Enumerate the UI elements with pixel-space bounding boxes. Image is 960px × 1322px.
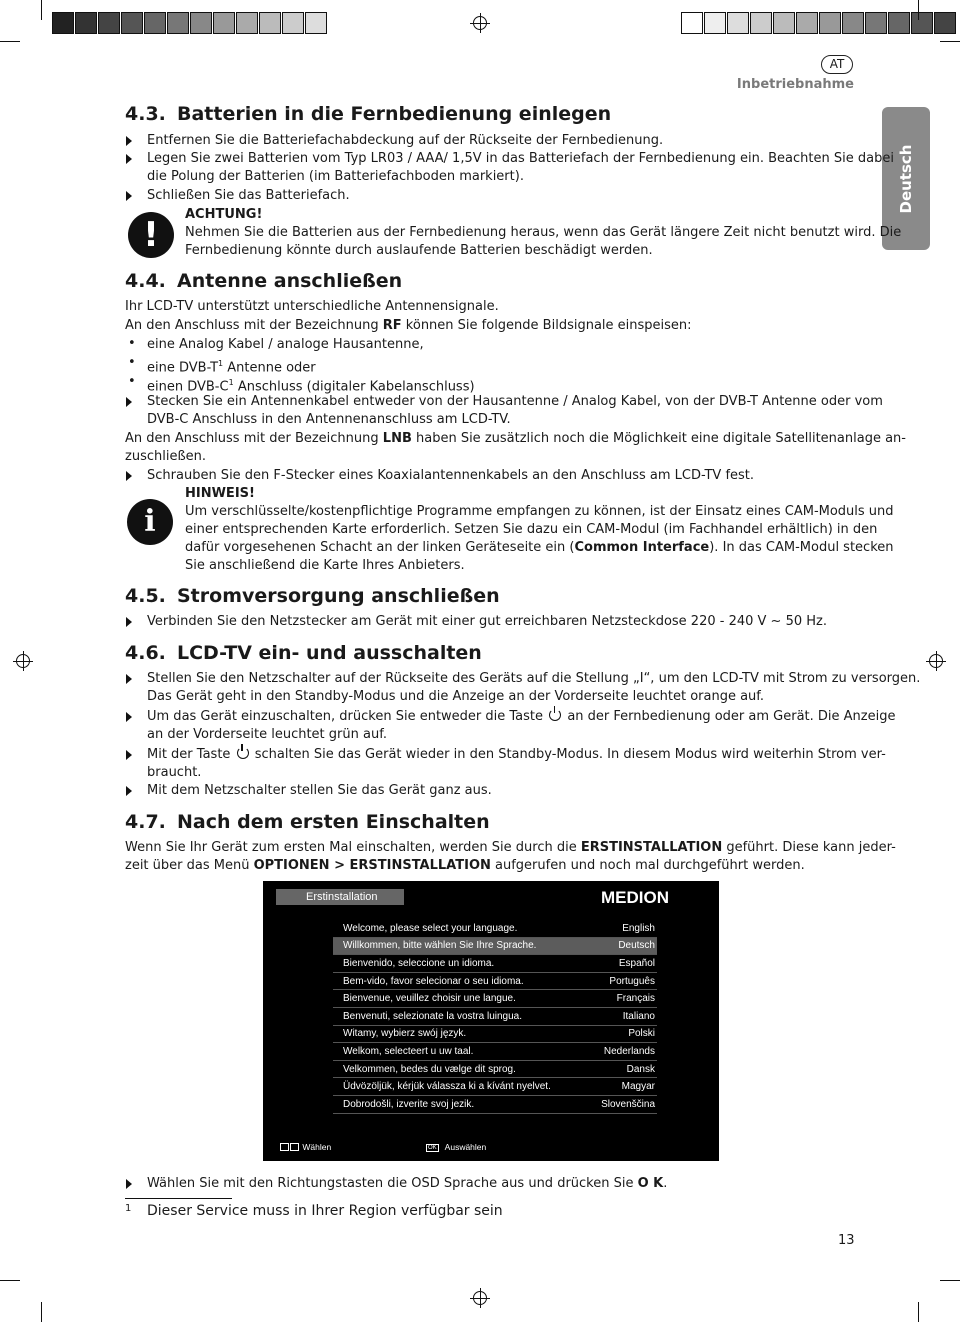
color-bar-left-swatch bbox=[167, 12, 189, 34]
color-bar-right-swatch bbox=[934, 12, 956, 34]
bullet-arrow-icon bbox=[126, 750, 132, 760]
arrow-keys-icon bbox=[280, 1143, 289, 1151]
osd-row-language: Italiano bbox=[622, 1010, 655, 1022]
step-text: Schrauben Sie den F-Stecker eines Koaxialantennenkabels an den Anschluss am LCD-TV fest. bbox=[147, 468, 755, 483]
bullet-arrow-icon bbox=[126, 1179, 132, 1189]
color-bar-right-swatch bbox=[911, 12, 933, 34]
step-text: Mit dem Netzschalter stellen Sie das Gerät ganz aus. bbox=[147, 783, 492, 798]
ok-key-icon: OK bbox=[428, 1145, 437, 1151]
note-text: Um verschlüsselte/kostenpflichtige Programme empfangen zu können, ist der Einsatz eines CAM-Moduls und bbox=[185, 504, 894, 519]
warning-text: Fernbedienung könnte durch auslaufende Batterien beschädigt werden. bbox=[185, 243, 653, 258]
osd-language-row[interactable] bbox=[333, 990, 657, 1008]
registration-mark-right bbox=[929, 654, 943, 668]
step-text: Stecken Sie ein Antennenkabel entweder von der Hausantenne / Analog Kabel, von der DVB-T Antenne oder vom bbox=[147, 394, 883, 409]
step-text: Legen Sie zwei Batterien vom Typ LR03 / AAA/ 1,5V in das Batteriefach der Fernbedienung ein. Beachten Sie dabei bbox=[147, 151, 894, 166]
crop-mark bbox=[41, 1302, 42, 1322]
step-text: an der Vorderseite leuchtet grün auf. bbox=[147, 727, 387, 742]
country-badge: AT bbox=[821, 55, 853, 74]
paragraph: zuschließen. bbox=[125, 449, 207, 464]
color-bar-left-swatch bbox=[98, 12, 120, 34]
color-bar-right-swatch bbox=[750, 12, 772, 34]
crop-mark bbox=[918, 0, 919, 20]
paragraph: An den Anschluss mit der Bezeichnung RF können Sie folgende Bildsignale einspeisen: bbox=[125, 318, 692, 333]
osd-row-language: Slovenščina bbox=[601, 1098, 655, 1110]
warning-title: ACHTUNG! bbox=[185, 207, 263, 222]
color-bar-left-swatch bbox=[190, 12, 212, 34]
footnote-mark: 1 bbox=[125, 1203, 132, 1214]
osd-row-language: Español bbox=[618, 957, 655, 969]
bullet-dot: • bbox=[128, 336, 136, 351]
medion-logo: MEDION bbox=[601, 888, 669, 907]
bullet-dot: • bbox=[128, 355, 136, 370]
osd-row-text: Welkom, selecteert u uw taal. bbox=[343, 1045, 474, 1057]
osd-row-text: Bienvenido, seleccione un idioma. bbox=[343, 957, 495, 969]
osd-row-text: Welcome, please select your language. bbox=[343, 922, 518, 934]
arrow-keys-icon bbox=[290, 1143, 299, 1151]
step-text: Schließen Sie das Batteriefach. bbox=[147, 188, 350, 203]
bullet-arrow-icon bbox=[126, 154, 132, 164]
osd-row-language: Français bbox=[616, 993, 655, 1005]
list-item: eine DVB-$T^1$ Antenne oder bbox=[147, 359, 316, 376]
footnote-text: Dieser Service muss in Ihrer Region verfügbar sein bbox=[147, 1203, 503, 1219]
osd-language-row[interactable] bbox=[333, 920, 657, 938]
footnote-rule bbox=[125, 1198, 232, 1199]
color-bar-right-swatch bbox=[796, 12, 818, 34]
color-bar-left-swatch bbox=[121, 12, 143, 34]
step-text: Entfernen Sie die Batteriefachabdeckung auf der Rückseite der Fernbedienung. bbox=[147, 133, 664, 148]
bullet-arrow-icon bbox=[126, 191, 132, 201]
step-text: DVB-C Anschluss in den Antennenanschluss am LCD-TV. bbox=[147, 412, 511, 427]
paragraph: An den Anschluss mit der Bezeichnung LNB haben Sie zusätzlich noch die Möglichkeit eine digitale Satellitenanlage an- bbox=[125, 431, 906, 446]
page-number: 13 bbox=[838, 1233, 855, 1248]
warning-text: Nehmen Sie die Batterien aus der Fernbedienung heraus, wenn das Gerät längere Zeit nicht benutzt wird. Die bbox=[185, 225, 902, 240]
osd-row-language: Dansk bbox=[626, 1063, 655, 1075]
bullet-dot: • bbox=[128, 374, 136, 389]
paragraph: zeit über das Menü OPTIONEN > ERSTINSTALLATION aufgerufen und noch mal durchgeführt werden. bbox=[125, 858, 805, 873]
bullet-arrow-icon bbox=[126, 674, 132, 684]
crop-mark bbox=[940, 1280, 960, 1281]
osd-row-text: Willkommen, bitte wählen Sie Ihre Sprache. bbox=[343, 940, 537, 952]
osd-language-menu bbox=[263, 881, 719, 1161]
color-bar-right-swatch bbox=[681, 12, 703, 34]
heading-4-3: 4.3. Batterien in die Fernbedienung einlegen bbox=[125, 103, 612, 125]
bullet-arrow-icon bbox=[126, 136, 132, 146]
osd-language-row[interactable] bbox=[333, 1026, 657, 1044]
info-icon: i bbox=[127, 499, 173, 545]
osd-language-row[interactable] bbox=[333, 1096, 657, 1114]
side-tab-label: Deutsch bbox=[897, 144, 915, 214]
osd-row-language: English bbox=[622, 922, 655, 934]
color-bar-left-swatch bbox=[236, 12, 258, 34]
color-bar-left bbox=[52, 12, 328, 34]
color-bar-right bbox=[681, 12, 957, 34]
osd-row-text: Velkommen, bedes du vælge dit sprog. bbox=[343, 1063, 516, 1075]
crop-mark bbox=[0, 1280, 20, 1281]
heading-4-4: 4.4. Antenne anschließen bbox=[125, 270, 403, 292]
bullet-arrow-icon bbox=[126, 786, 132, 796]
osd-row-text: Witamy, wybierz swój język. bbox=[343, 1028, 467, 1040]
note-text: dafür vorgesehenen Schacht an der linken Geräteseite ein (Common Interface). In das CAM-Modul stecken bbox=[185, 540, 894, 555]
osd-language-row[interactable] bbox=[333, 1043, 657, 1061]
power-icon bbox=[237, 747, 249, 759]
color-bar-left-swatch bbox=[213, 12, 235, 34]
heading-4-5: 4.5. Stromversorgung anschließen bbox=[125, 585, 500, 607]
color-bar-left-swatch bbox=[52, 12, 74, 34]
paragraph: Wenn Sie Ihr Gerät zum ersten Mal einschalten, werden Sie durch die ERSTINSTALLATION geführt. Diese kann jeder- bbox=[125, 840, 896, 855]
heading-4-6: 4.6. LCD-TV ein- und ausschalten bbox=[125, 642, 482, 664]
osd-row-text: Bem-vido, favor selecionar o seu idioma. bbox=[343, 975, 524, 987]
osd-row-language: Magyar bbox=[621, 1081, 655, 1093]
osd-row-text: Üdvözöljük, kérjük válassza ki a kívánt nyelvet. bbox=[343, 1081, 551, 1093]
color-bar-left-swatch bbox=[305, 12, 327, 34]
color-bar-right-swatch bbox=[727, 12, 749, 34]
osd-language-row[interactable] bbox=[333, 1078, 657, 1096]
bullet-arrow-icon bbox=[126, 471, 132, 481]
step-text: Um das Gerät einzuschalten, drücken Sie entweder die Taste an der Fernbedienung oder am Gerät. Die Anzeige bbox=[147, 709, 896, 724]
osd-language-row[interactable] bbox=[333, 938, 657, 956]
color-bar-right-swatch bbox=[773, 12, 795, 34]
color-bar-right-swatch bbox=[842, 12, 864, 34]
crop-mark bbox=[940, 41, 960, 42]
paragraph: Ihr LCD-TV unterstützt unterschiedliche Antennensignale. bbox=[125, 299, 499, 314]
bullet-arrow-icon bbox=[126, 712, 132, 722]
bullet-arrow-icon bbox=[126, 397, 132, 407]
color-bar-right-swatch bbox=[819, 12, 841, 34]
osd-row-text: Benvenuti, selezionate la vostra luingua. bbox=[343, 1010, 523, 1022]
step-text: braucht. bbox=[147, 765, 202, 780]
osd-language-row[interactable] bbox=[333, 1008, 657, 1026]
registration-mark-top bbox=[473, 16, 487, 30]
warning-icon: ! bbox=[128, 212, 174, 258]
note-text: Sie anschließend die Karte Ihres Anbieters. bbox=[185, 558, 465, 573]
registration-mark-left bbox=[16, 654, 30, 668]
osd-footer-ok: OK Auswählen bbox=[428, 1142, 487, 1152]
color-bar-right-swatch bbox=[704, 12, 726, 34]
crop-mark bbox=[918, 1302, 919, 1322]
color-bar-right-swatch bbox=[865, 12, 887, 34]
color-bar-left-swatch bbox=[282, 12, 304, 34]
step-text: Wählen Sie mit den Richtungstasten die OSD Sprache aus und drücken Sie O K. bbox=[147, 1176, 668, 1191]
step-text: Mit der Taste schalten Sie das Gerät wieder in den Standby-Modus. In diesem Modus wird weiterhin Strom ver- bbox=[147, 747, 886, 762]
osd-row-language: Nederlands bbox=[603, 1045, 655, 1057]
osd-row-language: Português bbox=[609, 975, 655, 987]
osd-title: Erstinstallation bbox=[276, 889, 404, 905]
step-text: Stellen Sie den Netzschalter auf der Rückseite des Geräts auf die Stellung „I“, um den LCD-TV mit Strom zu versorgen. bbox=[147, 671, 921, 686]
osd-language-row[interactable] bbox=[333, 955, 657, 973]
step-text: Das Gerät geht in den Standby-Modus und die Anzeige an der Vorderseite leuchtet orange auf. bbox=[147, 689, 765, 704]
osd-row-language: Deutsch bbox=[618, 940, 655, 952]
osd-footer-select: Wählen bbox=[280, 1142, 331, 1152]
section-header: Inbetriebnahme bbox=[736, 77, 854, 92]
crop-mark bbox=[0, 41, 20, 42]
osd-language-row[interactable] bbox=[333, 1061, 657, 1079]
crop-mark bbox=[41, 0, 42, 20]
osd-language-list bbox=[333, 920, 657, 1114]
list-item: einen DVB-$C^1$ Anschluss (digitaler Kabelanschluss) bbox=[147, 378, 475, 395]
color-bar-left-swatch bbox=[75, 12, 97, 34]
step-text: Verbinden Sie den Netzstecker am Gerät mit einer gut erreichbaren Netzsteckdose 220 - 240 V ~ 50 Hz. bbox=[147, 614, 827, 629]
osd-row-text: Dobrodošli, izverite svoj jezik. bbox=[343, 1098, 475, 1110]
color-bar-right-swatch bbox=[888, 12, 910, 34]
osd-language-row[interactable] bbox=[333, 973, 657, 991]
heading-4-7: 4.7. Nach dem ersten Einschalten bbox=[125, 811, 490, 833]
note-title: HINWEIS! bbox=[185, 486, 255, 501]
color-bar-left-swatch bbox=[144, 12, 166, 34]
registration-mark-bottom bbox=[473, 1291, 487, 1305]
step-text: die Polung der Batterien (im Batteriefachboden markiert). bbox=[147, 169, 524, 184]
color-bar-left-swatch bbox=[259, 12, 281, 34]
note-text: einer entsprechenden Karte erforderlich. Setzen Sie dazu ein CAM-Modul (im Fachhandel erhältlich) in den bbox=[185, 522, 878, 537]
bullet-arrow-icon bbox=[126, 617, 132, 627]
list-item: eine Analog Kabel / analoge Hausantenne, bbox=[147, 337, 424, 352]
osd-row-language: Polski bbox=[628, 1028, 655, 1040]
osd-row-text: Bienvenue, veuillez choisir une langue. bbox=[343, 993, 516, 1005]
power-icon bbox=[549, 709, 561, 721]
